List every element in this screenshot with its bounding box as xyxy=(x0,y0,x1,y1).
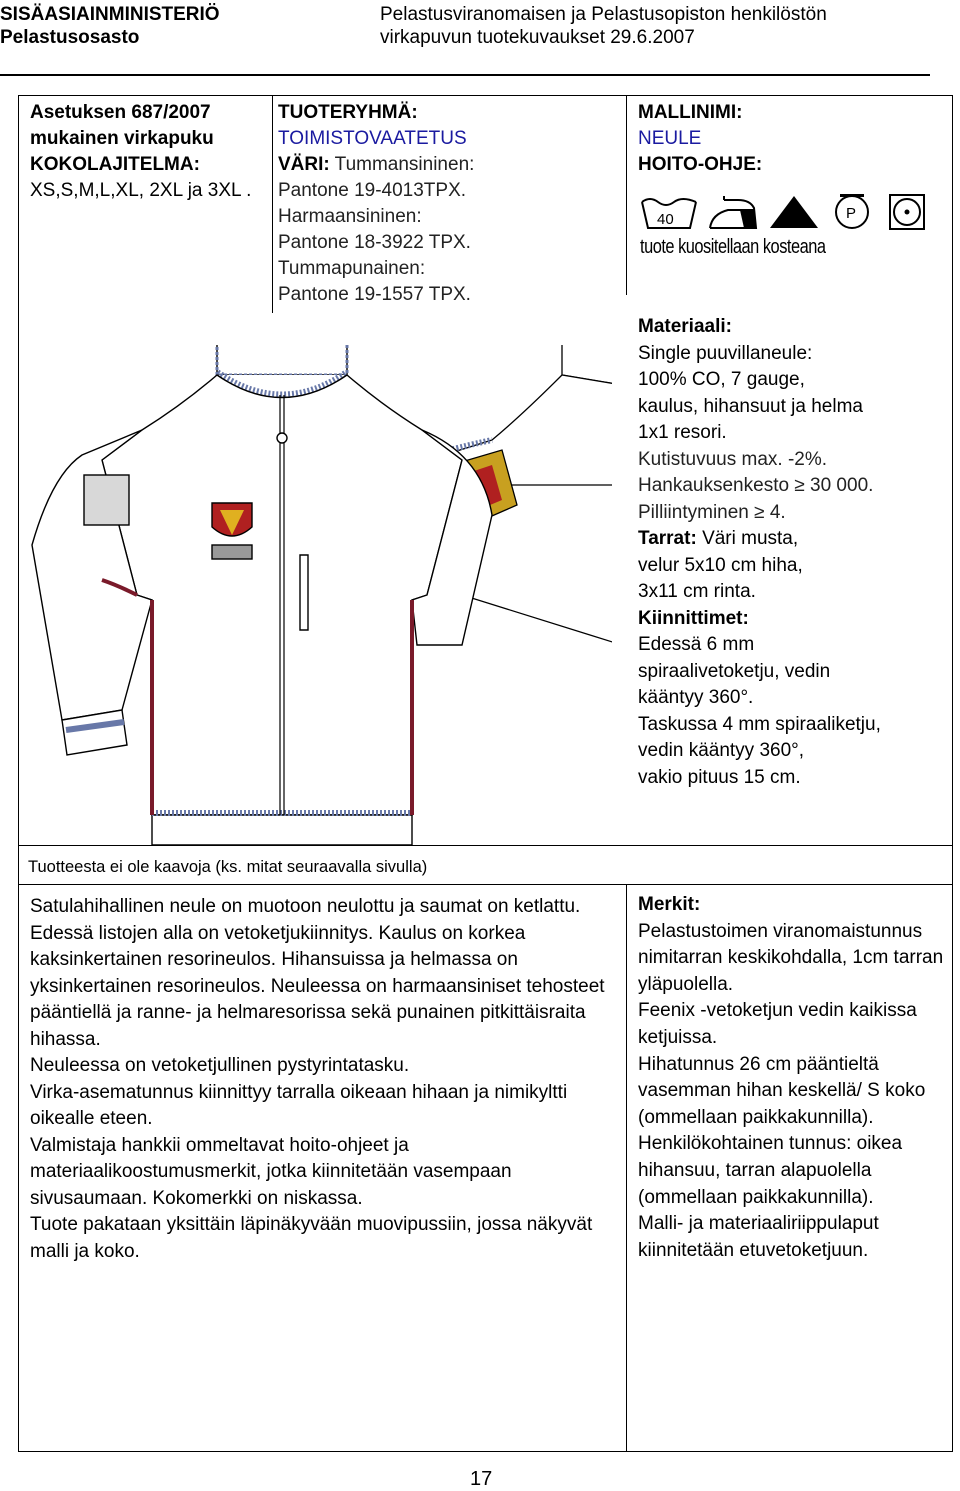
material-line: kaulus, hihansuut ja helma xyxy=(638,395,863,417)
fasteners-line: Edessä 6 mm xyxy=(638,634,755,655)
svg-text:P: P xyxy=(846,205,857,222)
tarrat-line: velur 5x10 cm hiha, xyxy=(638,554,803,576)
size-values: XS,S,M,L,XL, 2XL ja 3XL . xyxy=(30,180,252,201)
material-line: Single puuvillaneule: xyxy=(638,342,813,364)
model-cell xyxy=(638,100,943,178)
dryclean-p-icon xyxy=(836,194,868,228)
description-paragraph: Valmistaja hankkii ommeltavat hoito-ohjeet ja materiaalikoostumusmerkit, jotka kiinnitetään vasempaan sivusaumaan. Kokomerkki on niskassa. xyxy=(30,1134,512,1209)
color-2-code: Pantone 18-3922 TPX. xyxy=(278,232,471,253)
model-value: NEULE xyxy=(638,128,702,149)
material-line: Pilliintyminen ≥ 4. xyxy=(638,501,786,523)
divider-bottom xyxy=(626,884,627,1452)
wash-40-icon xyxy=(642,199,696,228)
color-2: Harmaansininen: xyxy=(278,206,422,227)
group-value: TOIMISTOVAATETUS xyxy=(278,128,467,149)
header-department: Pelastusosasto xyxy=(0,27,140,48)
material-line: Hankauksenkesto ≥ 30 000. xyxy=(638,475,874,496)
material-line: Kutistuvuus max. -2%. xyxy=(638,448,828,470)
divider-right-top xyxy=(626,95,627,295)
color-3-code: Pantone 19-1557 TPX. xyxy=(278,284,471,305)
model-label: MALLINIMI: xyxy=(638,102,743,123)
regulation-cell xyxy=(30,100,270,204)
tarrat-label: Tarrat: xyxy=(638,528,697,549)
tarrat-line: Väri musta, xyxy=(702,528,799,549)
care-text: tuote kuositellaan kosteana xyxy=(640,236,826,258)
fasteners-line: vakio pituus 15 cm. xyxy=(638,766,801,788)
header-ministry: SISÄASIAINMINISTERIÖ xyxy=(0,4,220,25)
marks-label: Merkit: xyxy=(638,894,701,915)
no-bleach-icon xyxy=(770,196,818,228)
wash-temp: 40 xyxy=(657,211,674,228)
material-label: Materiaali: xyxy=(638,316,732,337)
marks-section xyxy=(638,892,948,1264)
care-label: HOITO-OHJE: xyxy=(638,154,763,175)
size-label: KOKOLAJITELMA: xyxy=(30,154,200,175)
fasteners-line: Taskussa 4 mm spiraaliketju, xyxy=(638,713,881,735)
header-title xyxy=(380,3,827,49)
jacket-illustration xyxy=(22,345,612,845)
fasteners-line: kääntyy 360°. xyxy=(638,687,754,708)
fasteners-label: Kiinnittimet: xyxy=(638,607,749,629)
description-paragraph: Tuote pakataan yksittäin läpinäkyvään muovipussiin, jossa näkyvät malli ja koko. xyxy=(30,1214,593,1262)
fasteners-line: spiraalivetoketju, vedin xyxy=(638,660,831,682)
iron-icon xyxy=(710,196,756,228)
color-line xyxy=(278,152,608,178)
color-3: Tummapunainen: xyxy=(278,258,426,279)
divider-left xyxy=(272,95,273,313)
tumble-dry-icon xyxy=(890,195,924,229)
marks-line: Feenix -vetoketjun vedin kaikissa ketjuissa. xyxy=(638,1000,917,1048)
description-paragraph: Virka-asematunnus kiinnittyy tarralla oikeaan hihaan ja nimikyltti oikealle eteen. xyxy=(30,1081,568,1129)
product-description xyxy=(30,894,620,1265)
pattern-note: Tuotteesta ei ole kaavoja (ks. mitat seuraavalla sivulla) xyxy=(28,858,428,876)
fasteners-line: vedin kääntyy 360°, xyxy=(638,740,805,761)
jacket-front-view xyxy=(32,345,492,845)
description-paragraph: Satulahihallinen neule on muotoon neulottu ja saumat on ketlattu. Edessä listojen alla on vetoketjukiinnitys. Kaulus on korkea kaksinkertainen resorineulos. Hihansuissa ja helmassa on yksinkertainen resorineulos. Neuleessa on harmaansiniset tehosteet pääntiellä ja ranne- ja helmaresorissa sekä punainen pitkittäisraita hihassa. xyxy=(30,896,605,1050)
divider-mid xyxy=(18,845,953,846)
header-organization xyxy=(0,3,220,49)
group-label: TUOTERYHMÄ: xyxy=(278,102,418,123)
header-title-line2: virkapuvun tuotekuvaukset 29.6.2007 xyxy=(380,27,695,48)
material-line: 100% CO, 7 gauge, xyxy=(638,369,805,390)
divider-note xyxy=(18,884,953,885)
description-paragraph: Neuleessa on vetoketjullinen pystyrintatasku. xyxy=(30,1055,410,1076)
header-divider xyxy=(0,74,930,76)
marks-line: Henkilökohtainen tunnus: oikea hihansuu, tarran alapuolella (ommellaan paikkakunnilla). xyxy=(638,1133,903,1208)
color-label: VÄRI: xyxy=(278,154,330,175)
marks-line: Hihatunnus 26 cm pääntieltä vasemman hihan keskellä/ S koko (ommellaan paikkakunnilla). xyxy=(638,1053,926,1128)
page-number: 17 xyxy=(470,1468,493,1490)
color-1: Tummansininen: xyxy=(334,154,475,175)
regulation-text: Asetuksen 687/2007 mukainen virkapuku xyxy=(30,102,214,149)
product-group-cell xyxy=(278,100,608,308)
marks-line: Pelastustoimen viranomaistunnus nimitarran keskikohdalla, 1cm tarran yläpuolella. xyxy=(638,920,944,995)
header-title-line1: Pelastusviranomaisen ja Pelastusopiston henkilöstön xyxy=(380,4,827,25)
tarrat-line: 3x11 cm rinta. xyxy=(638,581,756,602)
material-line: 1x1 resori. xyxy=(638,422,727,443)
marks-line: Malli- ja materiaaliriippulaput kiinnitetään etuvetoketjuun. xyxy=(638,1213,879,1261)
care-symbols xyxy=(640,192,940,234)
material-section xyxy=(638,314,948,791)
color-1-code: Pantone 19-4013TPX. xyxy=(278,180,467,201)
